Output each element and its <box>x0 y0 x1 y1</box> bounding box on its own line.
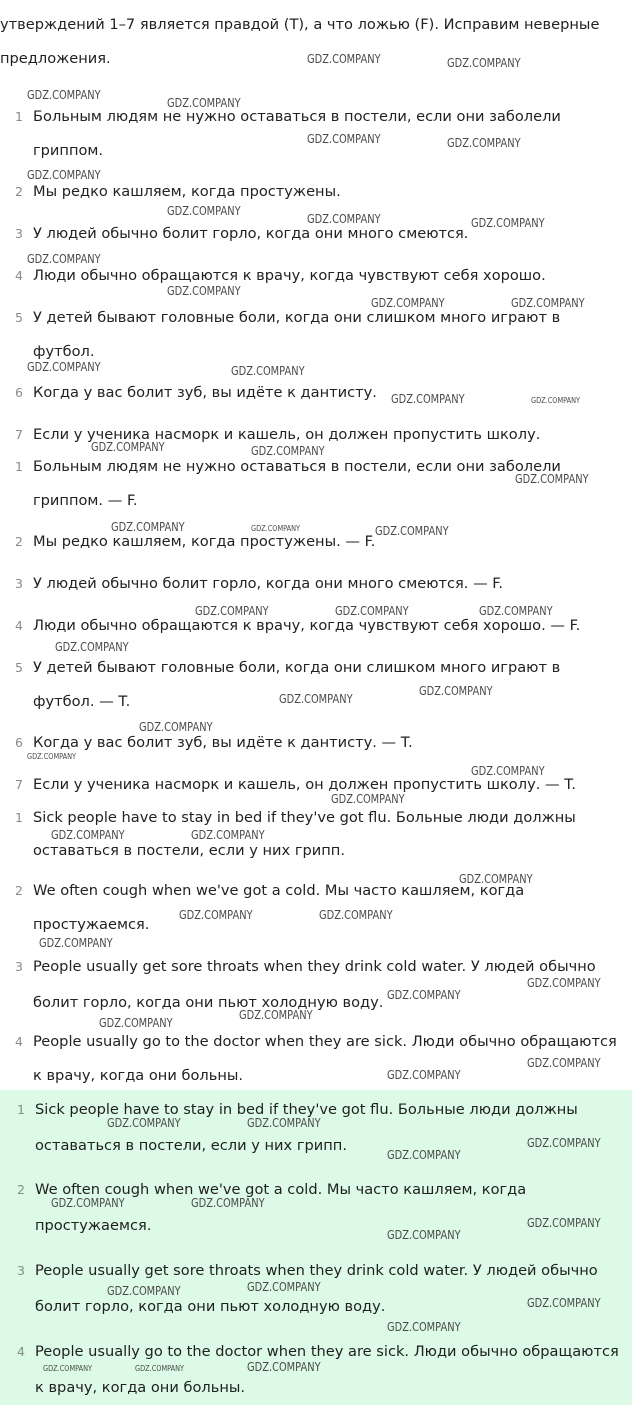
item-text: People usually get sore throats when they drink cold water. У людей обычно болит горло, когда они пьют холодную воду. <box>33 958 596 1011</box>
watermark: GDZ.COMPANY <box>515 472 589 486</box>
watermark: GDZ.COMPANY <box>135 1364 185 1373</box>
watermark: GDZ.COMPANY <box>99 1016 173 1030</box>
item-number: 3 <box>15 226 23 241</box>
item-number: 2 <box>15 184 23 199</box>
watermark: GDZ.COMPANY <box>167 284 241 298</box>
watermark: GDZ.COMPANY <box>331 792 405 806</box>
watermark: GDZ.COMPANY <box>375 524 449 538</box>
item-text: Мы редко кашляем, когда простужены. <box>33 183 341 200</box>
watermark: GDZ.COMPANY <box>191 828 265 842</box>
item-text: У детей бывают головные боли, когда они слишком много играют в футбол. — T. <box>33 659 561 710</box>
watermark: GDZ.COMPANY <box>247 1116 321 1130</box>
item-number: 5 <box>15 660 23 675</box>
item-number: 5 <box>15 310 23 325</box>
watermark: GDZ.COMPANY <box>107 1116 181 1130</box>
item-text: Мы редко кашляем, когда простужены. — F. <box>33 533 376 550</box>
item-text: We often cough when we've got a cold. Мы часто кашляем, когда простужаемся. <box>33 882 525 933</box>
watermark: GDZ.COMPANY <box>39 936 113 950</box>
item-text: We often cough when we've got a cold. Мы часто кашляем, когда простужаемся. <box>35 1181 527 1234</box>
watermark: GDZ.COMPANY <box>419 684 493 698</box>
item-number: 2 <box>15 883 23 898</box>
watermark: GDZ.COMPANY <box>527 976 601 990</box>
answer-item <box>0 567 620 601</box>
item-number: 2 <box>15 534 23 549</box>
watermark: GDZ.COMPANY <box>387 1320 461 1334</box>
watermark: GDZ.COMPANY <box>179 908 253 922</box>
item-number: 1 <box>15 810 23 825</box>
item-number: 7 <box>15 777 23 792</box>
watermark: GDZ.COMPANY <box>279 692 353 706</box>
watermark: GDZ.COMPANY <box>391 392 465 406</box>
item-text: Если у ученика насморк и кашель, он должен пропустить школу. — T. <box>33 776 577 793</box>
watermark: GDZ.COMPANY <box>335 604 409 618</box>
watermark: GDZ.COMPANY <box>527 1136 601 1150</box>
watermark: GDZ.COMPANY <box>27 252 101 266</box>
item-number: 6 <box>15 385 23 400</box>
watermark: GDZ.COMPANY <box>527 1216 601 1230</box>
item-text: Когда у вас болит зуб, вы идёте к дантисту. — T. <box>33 734 413 751</box>
statement-item <box>0 376 620 410</box>
item-number: 3 <box>15 959 23 974</box>
watermark: GDZ.COMPANY <box>371 296 445 310</box>
watermark: GDZ.COMPANY <box>387 1228 461 1242</box>
item-text: Больным людям не нужно оставаться в постели, если они заболели гриппом. <box>33 108 561 159</box>
item-text: People usually get sore throats when they drink cold water. У людей обычно болит горло, когда они пьют холодную воду. <box>35 1262 598 1315</box>
watermark: GDZ.COMPANY <box>479 604 553 618</box>
answer-item <box>0 525 620 559</box>
item-number: 3 <box>15 576 23 591</box>
watermark: GDZ.COMPANY <box>387 988 461 1002</box>
watermark: GDZ.COMPANY <box>527 1056 601 1070</box>
item-text: People usually go to the doctor when they are sick. Люди обычно обращаются к врачу, когда они больны. <box>35 1343 619 1396</box>
item-text: У детей бывают головные боли, когда они слишком много играют в футбол. <box>33 309 561 360</box>
item-number: 6 <box>15 735 23 750</box>
watermark: GDZ.COMPANY <box>55 640 129 654</box>
watermark: GDZ.COMPANY <box>139 720 213 734</box>
item-text: Если у ученика насморк и кашель, он должен пропустить школу. <box>33 426 541 443</box>
watermark: GDZ.COMPANY <box>27 88 101 102</box>
answer-item <box>0 651 620 719</box>
item-number: 2 <box>17 1182 25 1197</box>
watermark: GDZ.COMPANY <box>307 212 381 226</box>
watermark: GDZ.COMPANY <box>471 764 545 778</box>
item-text: У людей обычно болит горло, когда они много смеются. — F. <box>33 575 503 592</box>
item-text: Когда у вас болит зуб, вы идёте к дантисту. <box>33 384 377 401</box>
statement-item <box>0 301 620 369</box>
watermark: GDZ.COMPANY <box>447 56 521 70</box>
item-text: Люди обычно обращаются к врачу, когда чувствуют себя хорошо. <box>33 267 546 284</box>
watermark: GDZ.COMPANY <box>91 440 165 454</box>
watermark: GDZ.COMPANY <box>51 828 125 842</box>
watermark: GDZ.COMPANY <box>239 1008 313 1022</box>
watermark: GDZ.COMPANY <box>307 52 381 66</box>
watermark: GDZ.COMPANY <box>247 1360 321 1374</box>
watermark: GDZ.COMPANY <box>167 96 241 110</box>
watermark: GDZ.COMPANY <box>27 168 101 182</box>
watermark: GDZ.COMPANY <box>459 872 533 886</box>
item-text: У людей обычно болит горло, когда они много смеются. <box>33 225 469 242</box>
item-text: Sick people have to stay in bed if they've got flu. Больные люди должны оставаться в постели, если у них грипп. <box>33 809 576 859</box>
watermark: GDZ.COMPANY <box>51 1196 125 1210</box>
item-text: Люди обычно обращаются к врачу, когда чувствуют себя хорошо. — F. <box>33 617 581 634</box>
watermark: GDZ.COMPANY <box>387 1068 461 1082</box>
item-text: Больным людям не нужно оставаться в постели, если они заболели гриппом. — F. <box>33 458 561 509</box>
answer-item <box>0 726 620 760</box>
watermark: GDZ.COMPANY <box>447 136 521 150</box>
watermark: GDZ.COMPANY <box>27 360 101 374</box>
watermark: GDZ.COMPANY <box>531 396 581 405</box>
item-number: 4 <box>17 1344 25 1359</box>
watermark: GDZ.COMPANY <box>251 524 301 533</box>
watermark: GDZ.COMPANY <box>43 1364 93 1373</box>
watermark: GDZ.COMPANY <box>319 908 393 922</box>
watermark: GDZ.COMPANY <box>471 216 545 230</box>
watermark: GDZ.COMPANY <box>167 204 241 218</box>
item-number: 4 <box>15 618 23 633</box>
watermark: GDZ.COMPANY <box>27 752 77 761</box>
watermark: GDZ.COMPANY <box>111 520 185 534</box>
item-number: 1 <box>17 1102 25 1117</box>
intro-text: утверждений 1–7 является правдой (T), а что ложью (F). Исправим неверные предложения. <box>0 16 600 67</box>
item-text: Sick people have to stay in bed if they've got flu. Больные люди должны оставаться в постели, если у них грипп. <box>35 1101 578 1154</box>
watermark: GDZ.COMPANY <box>511 296 585 310</box>
item-number: 7 <box>15 427 23 442</box>
item-text: People usually go to the doctor when they are sick. Люди обычно обращаются к врачу, когда они больны. <box>33 1033 617 1084</box>
item-number: 3 <box>17 1263 25 1278</box>
watermark: GDZ.COMPANY <box>307 132 381 146</box>
watermark: GDZ.COMPANY <box>231 364 305 378</box>
watermark: GDZ.COMPANY <box>191 1196 265 1210</box>
watermark: GDZ.COMPANY <box>247 1280 321 1294</box>
watermark: GDZ.COMPANY <box>107 1284 181 1298</box>
item-number: 1 <box>15 459 23 474</box>
watermark: GDZ.COMPANY <box>251 444 325 458</box>
watermark: GDZ.COMPANY <box>527 1296 601 1310</box>
item-number: 4 <box>15 1034 23 1049</box>
watermark: GDZ.COMPANY <box>387 1148 461 1162</box>
item-number: 4 <box>15 268 23 283</box>
item-number: 1 <box>15 109 23 124</box>
watermark: GDZ.COMPANY <box>195 604 269 618</box>
